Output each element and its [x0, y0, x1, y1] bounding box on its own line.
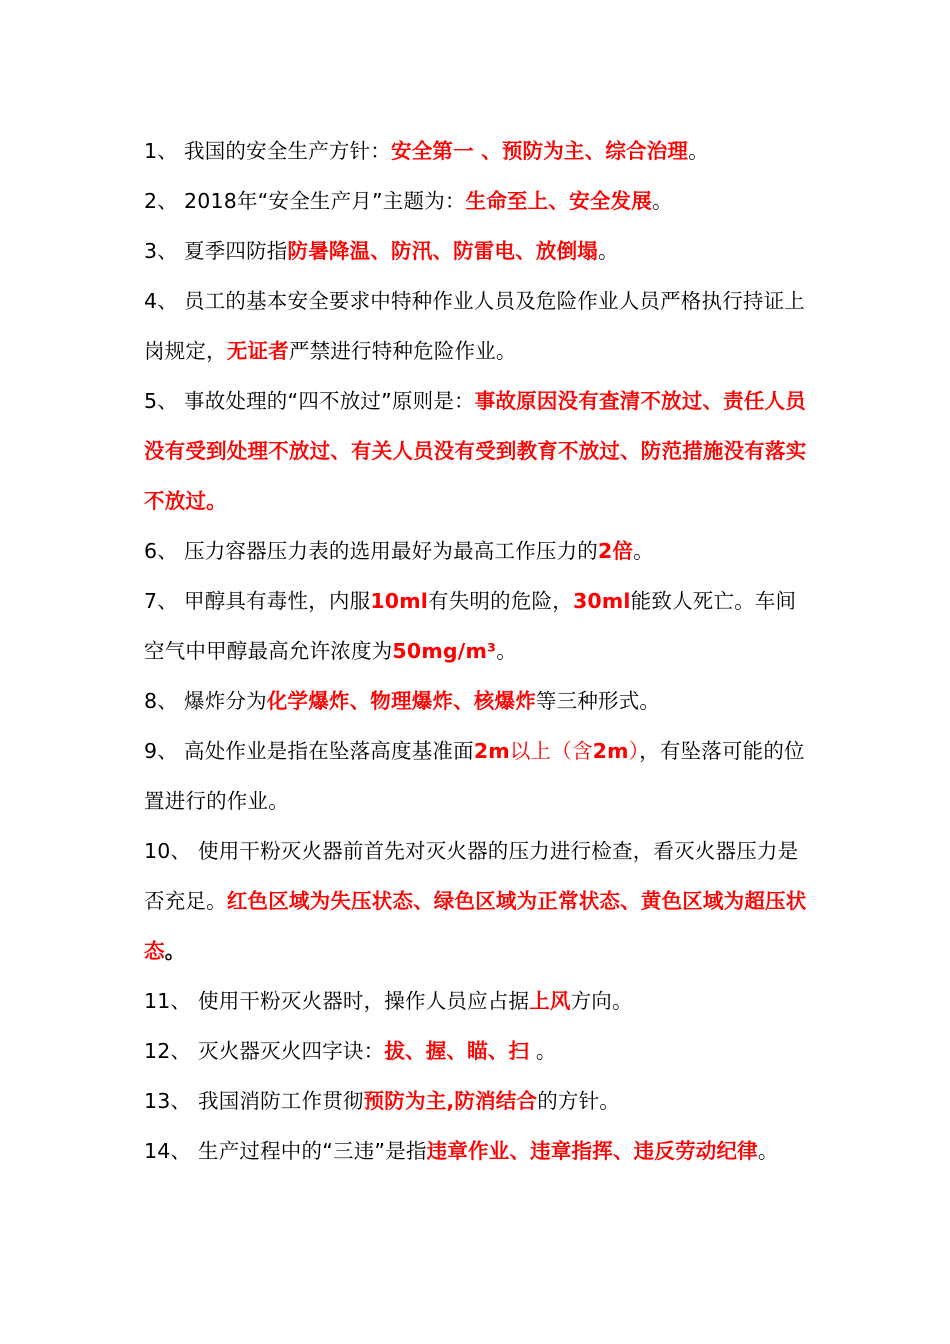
item-number: 14、 [144, 1139, 192, 1163]
item-number: 10、 [144, 839, 192, 863]
item-text: 。 [164, 939, 186, 963]
highlighted-answer: 2m [473, 739, 510, 763]
item-text: ，有坠落可能的位置进行的作业。 [144, 739, 805, 813]
item-text: 高处作业是指在坠落高度基准面 [184, 739, 474, 763]
list-item [144, 1076, 808, 1126]
item-text: 爆炸分为 [184, 689, 267, 713]
list-item [144, 176, 808, 226]
item-text: 。 [651, 189, 673, 213]
item-number: 3、 [144, 239, 178, 263]
item-text: 使用干粉灭火器时，操作人员应占据 [198, 989, 530, 1013]
highlighted-answer: 拔、握、瞄、扫 [384, 1039, 530, 1063]
item-text: 有失明的危险， [428, 589, 573, 613]
item-number: 9、 [144, 739, 178, 763]
item-text: 严禁进行特种危险作业。 [288, 339, 517, 363]
highlighted-answer: 2倍 [598, 539, 634, 563]
list-item [144, 576, 808, 676]
document-body [144, 126, 808, 1176]
item-text: 方向。 [570, 989, 633, 1013]
item-text: 。 [633, 539, 654, 563]
item-text: 。 [496, 639, 517, 663]
highlighted-answer: 化学爆炸、物理爆炸、核爆炸 [266, 689, 536, 713]
highlighted-answer: 50mg/m³ [392, 639, 497, 663]
highlighted-answer: 上风 [529, 989, 571, 1013]
item-text: 。 [529, 1039, 557, 1063]
highlighted-answer: 违章作业、违章指挥、违反劳动纪律 [426, 1139, 758, 1163]
item-text: 夏季四防指 [184, 239, 288, 263]
item-number: 5、 [144, 389, 178, 413]
highlighted-answer: 预防为主,防消结合 [363, 1089, 538, 1113]
item-number: 4、 [144, 289, 178, 313]
highlighted-answer: 安全第一 、预防为主、综合治理 [391, 139, 689, 163]
item-text: 甲醇具有毒性，内服 [184, 589, 371, 613]
item-text: 我国的安全生产方针： [184, 139, 391, 163]
numbered-list [144, 126, 808, 1176]
item-text: 等三种形式。 [535, 689, 661, 713]
list-item [144, 226, 808, 276]
item-text: 能致人死亡。车间空气中甲醇最高允许浓度为 [144, 589, 797, 663]
highlighted-answer: 2m [592, 739, 629, 763]
item-text: 。 [598, 239, 619, 263]
item-text: 以上（含 [509, 739, 593, 763]
item-number: 13、 [144, 1089, 192, 1113]
list-item [144, 726, 808, 826]
list-item [144, 826, 808, 976]
item-text: 我国消防工作贯彻 [198, 1089, 364, 1113]
list-item [144, 276, 808, 376]
item-text: 生产过程中的“三违”是指 [198, 1139, 427, 1163]
item-number: 1、 [144, 139, 178, 163]
list-item [144, 1026, 808, 1076]
list-item [144, 376, 808, 526]
item-text: 2018年“安全生产月”主题为： [184, 189, 466, 213]
list-item [144, 1126, 808, 1176]
item-text: 。 [688, 139, 709, 163]
item-number: 12、 [144, 1039, 192, 1063]
list-item [144, 526, 808, 576]
highlighted-answer: 红色区域为失压状态、绿色区域为正常状态、黄色区域为超压状态 [144, 889, 807, 963]
list-item [144, 126, 808, 176]
highlighted-answer: 30ml [572, 589, 631, 613]
item-text: 员工的基本安全要求中特种作业人员及危险作业人员严格执行持证上岗规定， [144, 289, 805, 363]
highlighted-answer: 生命至上、安全发展 [465, 189, 652, 213]
highlighted-answer: 事故原因没有查清不放过、责任人员没有受到处理不放过、有关人员没有受到教育不放过、防范措施没有落实不放过。 [144, 389, 807, 513]
item-number: 8、 [144, 689, 178, 713]
item-text: 压力容器压力表的选用最好为最高工作压力的 [184, 539, 598, 563]
item-text: ） [628, 739, 640, 763]
list-item [144, 676, 808, 726]
item-number: 7、 [144, 589, 178, 613]
item-text: 事故处理的“四不放过”原则是： [184, 389, 475, 413]
list-item [144, 976, 808, 1026]
item-text: 使用干粉灭火器前首先对灭火器的压力进行检查，看灭火器压力是否充足。 [144, 839, 799, 913]
item-number: 11、 [144, 989, 192, 1013]
item-text: 。 [757, 1139, 779, 1163]
item-number: 6、 [144, 539, 178, 563]
highlighted-answer: 无证者 [226, 339, 289, 363]
item-text: 的方针。 [537, 1089, 621, 1113]
item-text: 灭火器灭火四字诀： [198, 1039, 385, 1063]
item-number: 2、 [144, 189, 178, 213]
highlighted-answer: 10ml [370, 589, 429, 613]
highlighted-answer: 防暑降温、防汛、防雷电、放倒塌 [287, 239, 598, 263]
